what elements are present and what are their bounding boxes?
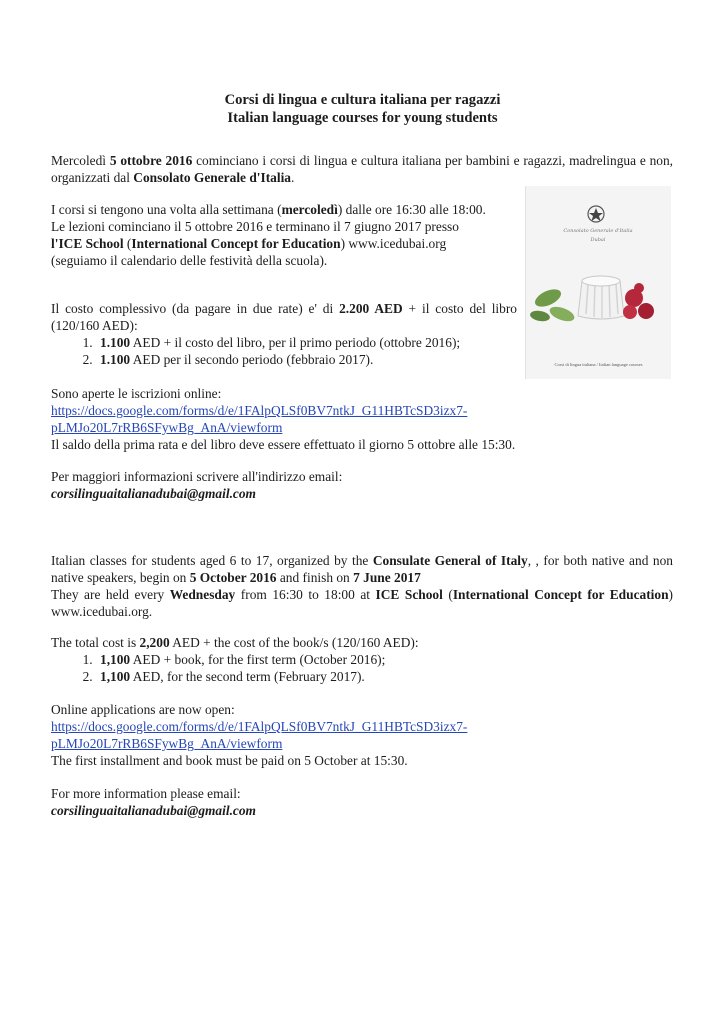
- cover-city: Dubai: [590, 237, 606, 243]
- registration-link-italian[interactable]: https://docs.google.com/forms/d/e/1FAlpQLSf0BV7ntkJ_G11HBTcSD3izx7-: [51, 403, 468, 418]
- list-item: 2. 1.100 AED per il secondo periodo (febbraio 2017).: [96, 351, 517, 368]
- book-cover-image: [525, 186, 671, 379]
- berries-illustration: [623, 283, 654, 319]
- title-italian: Corsi di lingua e cultura italiana per ragazzi: [224, 92, 501, 108]
- list-item: 2. 1,100 AED, for the second term (February 2017).: [96, 668, 673, 685]
- leaves-illustration: [529, 286, 576, 324]
- italian-registration: Sono aperte le iscrizioni online: https://docs.google.com/forms/d/e/1FAlpQLSf0BV7ntkJ_G11HBTcSD3izx7- pLMJo20L7rRB6SFywBg_AnA/viewform Il saldo della prima rata e del libro deve essere effettuato il giorno 5 ottobre alle 15:30.: [51, 386, 516, 452]
- italian-emblem-icon: [588, 206, 604, 222]
- italian-cost: Il costo complessivo (da pagare in due rate) e' di 2.200 AED + il costo del libro (120/160 AED): 1. 1.100 AED + il costo del libro, per il primo periodo (ottobre 2016); 2. 1.100 AED per il secondo periodo (febbraio 2017).: [51, 300, 517, 368]
- list-item: 1. 1.100 AED + il costo del libro, per il primo periodo (ottobre 2016);: [96, 334, 517, 351]
- cover-publisher: Consolato Generale d'Italia: [563, 228, 633, 234]
- english-cost: The total cost is 2,200 AED + the cost of the book/s (120/160 AED): 1. 1,100 AED + book, for the first term (October 2016); 2. 1,100 AED, for the second term (February 2017).: [51, 634, 673, 685]
- registration-link-english-cont[interactable]: pLMJo20L7rRB6SFywBg_AnA/viewform: [51, 736, 283, 751]
- book-cover-illustration: [526, 186, 671, 379]
- cake-illustration: [578, 276, 624, 319]
- english-registration: Online applications are now open: https://docs.google.com/forms/d/e/1FAlpQLSf0BV7ntkJ_G11HBTcSD3izx7- pLMJo20L7rRB6SFywBg_AnA/viewform The first installment and book must be paid on 5 October at 15:30.: [51, 702, 468, 768]
- contact-email-italian[interactable]: corsilinguaitalianadubai@gmail.com: [51, 486, 256, 501]
- cover-caption: Corsi di lingua italiana / Italian language courses: [554, 362, 643, 367]
- italian-schedule: I corsi si tengono una volta alla settimana (mercoledì) dalle ore 16:30 alle 18:00. Le lezioni cominciano il 5 ottobre 2016 e terminano il 7 giugno 2017 presso l'ICE School (International Concept for Education) www.icedubai.org (seguiamo il calendario delle festività della scuola).: [51, 202, 486, 268]
- italian-contact: Per maggiori informazioni scrivere all'indirizzo email: corsilinguaitalianadubai@gmail.com: [51, 468, 673, 502]
- english-contact: For more information please email: corsilinguaitalianadubai@gmail.com: [51, 785, 673, 819]
- contact-email-english[interactable]: corsilinguaitalianadubai@gmail.com: [51, 803, 256, 818]
- italian-cost-list: [51, 334, 517, 368]
- italian-intro: Mercoledì 5 ottobre 2016 cominciano i corsi di lingua e cultura italiana per bambini e ragazzi, madrelingua e non, organizzati dal Consolato Generale d'Italia.: [51, 153, 674, 185]
- title-english: Italian language courses for young students: [227, 110, 498, 126]
- registration-link-english[interactable]: https://docs.google.com/forms/d/e/1FAlpQLSf0BV7ntkJ_G11HBTcSD3izx7-: [51, 719, 468, 734]
- list-item: 1. 1,100 AED + book, for the first term (October 2016);: [96, 651, 673, 668]
- registration-link-italian-cont[interactable]: pLMJo20L7rRB6SFywBg_AnA/viewform: [51, 420, 283, 435]
- english-intro: Italian classes for students aged 6 to 17, organized by the Consulate General of Italy, , for both native and non native speakers, begin on 5 October 2016 and finish on 7 June 2017 They are held every Wednesday from 16:30 to 18:00 at ICE School (International Concept for Education) www.icedubai.org.: [51, 553, 674, 619]
- english-cost-list: [51, 651, 673, 685]
